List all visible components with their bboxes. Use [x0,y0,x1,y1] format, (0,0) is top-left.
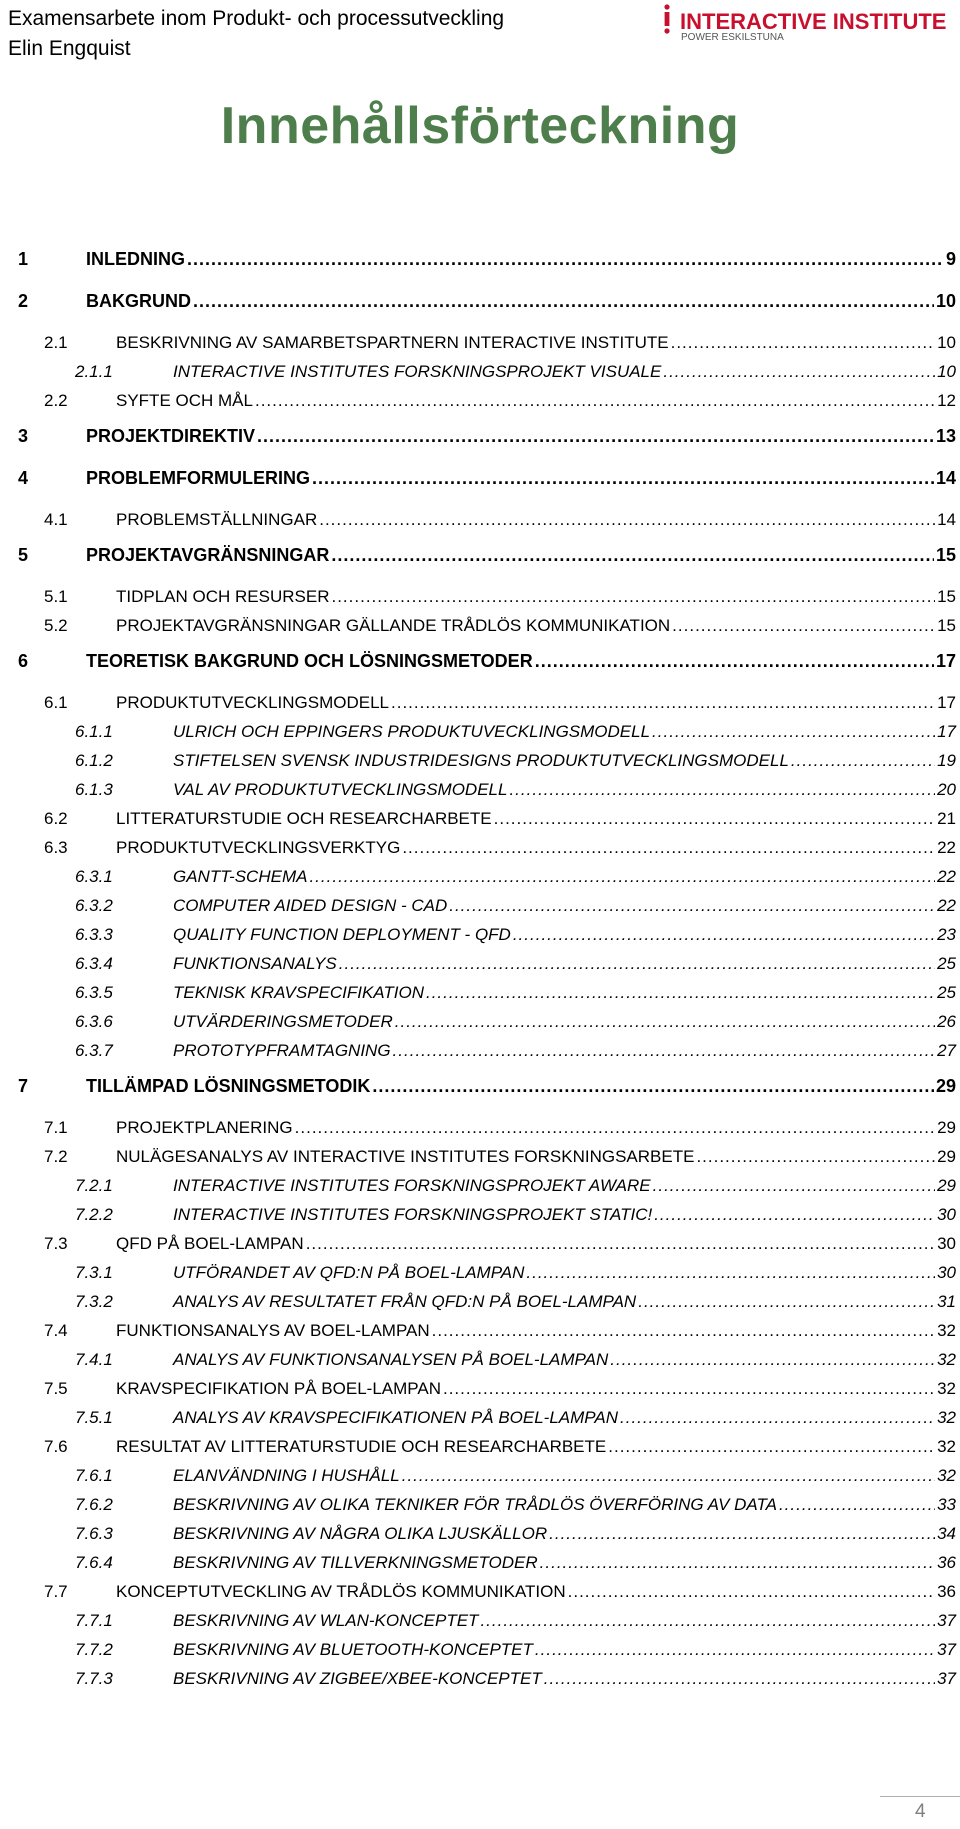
toc-dot-leader [526,1258,935,1287]
toc-entry-line [116,833,956,862]
toc-entry-number: 7.7 [44,1582,68,1601]
toc-dot-leader [513,920,935,949]
toc-dot-leader [652,717,935,746]
toc-entry-title: BESKRIVNING AV BLUETOOTH-KONCEPTET [173,1640,533,1659]
document-header [8,4,504,64]
toc-dot-leader [535,640,934,682]
toc-entry-title: PRODUKTUTVECKLINGSMODELL [116,693,389,712]
toc-entry-number: 6 [18,651,29,671]
toc-entry-page: 29 [937,1118,956,1137]
toc-entry-line [116,611,956,640]
toc-entry-line [173,717,956,746]
toc-entry[interactable] [18,1258,956,1287]
toc-dot-leader [393,1036,936,1065]
toc-entry-title: STIFTELSEN SVENSK INDUSTRIDESIGNS PRODUKTUTVECKLINGSMODELL [173,751,789,770]
logo-name: INTERACTIVE INSTITUTE [680,9,947,34]
toc-entry[interactable] [18,1007,956,1036]
toc-entry-page: 32 [937,1321,956,1340]
toc-dot-leader [494,804,935,833]
toc-entry-page: 15 [935,545,956,565]
toc-entry-page: 10 [937,362,956,381]
toc-dot-leader [426,978,935,1007]
toc-entry-number: 7.4 [44,1321,68,1340]
toc-entry[interactable] [18,717,956,746]
toc-entry-line [116,1432,956,1461]
toc-entry[interactable] [18,1036,956,1065]
toc-entry-page: 36 [937,1553,956,1572]
toc-entry-title: PROTOTYPFRAMTAGNING [173,1041,391,1060]
toc-entry-line [173,357,956,386]
toc-entry[interactable] [18,328,956,357]
toc-dot-leader [331,582,935,611]
toc-entry-page: 29 [937,1147,956,1166]
toc-entry-page: 32 [937,1437,956,1456]
toc-entry-line [116,1229,956,1258]
toc-entry-line [173,1036,956,1065]
toc-entry-page: 29 [935,1076,956,1096]
toc-entry-title: ELANVÄNDNING I HUSHÅLL [173,1466,400,1485]
toc-entry-page: 15 [937,616,956,635]
toc-entry-title: LITTERATURSTUDIE OCH RESEARCHARBETE [116,809,492,828]
toc-entry[interactable] [18,357,956,386]
toc-entry-title: BESKRIVNING AV OLIKA TEKNIKER FÖR TRÅDLÖS ÖVERFÖRING AV DATA [173,1495,777,1514]
toc-entry-line [173,920,956,949]
toc-entry-line [173,1519,956,1548]
toc-entry-page: 17 [937,693,956,712]
toc-dot-leader [608,1432,935,1461]
toc-entry[interactable] [18,775,956,804]
toc-entry[interactable] [18,415,956,457]
toc-dot-leader [443,1374,935,1403]
toc-entry[interactable] [18,1113,956,1142]
toc-entry[interactable] [18,1461,956,1490]
toc-entry-page: 30 [937,1205,956,1224]
toc-entry-title: ANALYS AV KRAVSPECIFIKATIONEN PÅ BOEL-LAMPAN [173,1408,618,1427]
toc-entry-title: BAKGRUND [86,291,191,311]
toc-entry[interactable] [18,1635,956,1664]
toc-entry-number: 5.2 [44,616,68,635]
toc-entry-number: 2.1 [44,333,68,352]
toc-entry-page: 37 [937,1640,956,1659]
toc-entry[interactable] [18,1316,956,1345]
toc-entry-title: ANALYS AV RESULTATET FRÅN QFD:N PÅ BOEL-LAMPAN [173,1292,637,1311]
toc-entry-title: KONCEPTUTVECKLING AV TRÅDLÖS KOMMUNIKATION [116,1582,566,1601]
toc-entry-number: 6.3 [44,838,68,857]
toc-entry-line [173,1345,956,1374]
toc-entry[interactable] [18,280,956,322]
toc-entry[interactable] [18,1287,956,1316]
toc-dot-leader [395,1007,935,1036]
toc-entry-page: 25 [937,954,956,973]
toc-entry-line [173,1606,956,1635]
toc-entry-title: PROJEKTPLANERING [116,1118,293,1137]
toc-entry-title: GANTT-SCHEMA [173,867,308,886]
logo-graphic [662,4,952,42]
toc-entry-line [173,1287,956,1316]
toc-dot-leader [654,1200,935,1229]
toc-entry-page: 12 [937,391,956,410]
toc-entry-number: 7.6 [44,1437,68,1456]
toc-entry-page: 14 [937,510,956,529]
toc-entry-title: BESKRIVNING AV ZIGBEE/XBEE-KONCEPTET [173,1669,542,1688]
toc-entry-line [173,1548,956,1577]
toc-dot-leader [568,1577,935,1606]
toc-dot-leader [535,1635,935,1664]
toc-entry-number: 6.3.1 [75,867,113,886]
toc-entry-title: FUNKTIONSANALYS AV BOEL-LAMPAN [116,1321,430,1340]
toc-entry-line [173,1635,956,1664]
toc-dot-leader [257,415,934,457]
toc-entry-line [173,1461,956,1490]
toc-entry-line [116,386,956,415]
toc-entry-title: TIDPLAN OCH RESURSER [116,587,330,606]
toc-entry[interactable] [18,1200,956,1229]
toc-dot-leader [402,833,935,862]
toc-entry-title: PROJEKTDIREKTIV [86,426,256,446]
toc-entry-number: 7.6.1 [75,1466,113,1485]
toc-dot-leader [193,280,934,322]
toc-dot-leader [620,1403,935,1432]
toc-entry-page: 32 [937,1466,956,1485]
toc-entry[interactable] [18,1403,956,1432]
toc-entry-title: SYFTE OCH MÅL [116,391,253,410]
toc-entry-number: 7.3 [44,1234,68,1253]
toc-dot-leader [331,534,934,576]
toc-entry-line [173,891,956,920]
toc-entry-line [86,415,956,457]
page-title: Innehållsförteckning [220,97,740,155]
toc-entry-page: 20 [937,780,956,799]
toc-entry-number: 5 [18,545,29,565]
toc-entry[interactable] [18,1577,956,1606]
toc-dot-leader [610,1345,935,1374]
toc-entry[interactable] [18,1142,956,1171]
toc-entry-page: 15 [937,587,956,606]
toc-entry-number: 7.6.2 [75,1495,113,1514]
toc-entry-number: 7.2 [44,1147,68,1166]
toc-dot-leader [638,1287,935,1316]
toc-entry-title: VAL AV PRODUKTUTVECKLINGSMODELL [173,780,508,799]
toc-entry-number: 6.1.1 [75,722,113,741]
logo-subtitle: POWER ESKILSTUNA [681,32,784,42]
toc-entry-page: 32 [937,1379,956,1398]
toc-entry-title: UTVÄRDERINGSMETODER [173,1012,393,1031]
toc-entry-number: 6.3.5 [75,983,113,1002]
toc-entry[interactable] [18,1432,956,1461]
toc-entry-title: PROJEKTAVGRÄNSNINGAR GÄLLANDE TRÅDLÖS KOMMUNIKATION [116,616,671,635]
toc-entry-line [116,688,956,717]
toc-entry[interactable] [18,534,956,576]
toc-entry-number: 4 [18,468,29,488]
toc-entry-number: 6.2 [44,809,68,828]
toc-entry-line [173,1664,956,1693]
toc-entry[interactable] [18,978,956,1007]
toc-entry-number: 6.3.4 [75,954,113,973]
toc-entry-title: TEKNISK KRAVSPECIFIKATION [173,983,424,1002]
toc-entry[interactable] [18,746,956,775]
toc-entry[interactable] [18,1229,956,1258]
toc-entry-line [116,582,956,611]
toc-entry[interactable] [18,505,956,534]
toc-dot-leader [312,457,934,499]
toc-entry[interactable] [18,582,956,611]
toc-entry-page: 22 [937,867,956,886]
toc-entry-number: 6.3.7 [75,1041,113,1060]
toc-entry[interactable] [18,804,956,833]
toc-entry-number: 7.1 [44,1118,68,1137]
toc-entry-line [86,457,956,499]
toc-entry[interactable] [18,688,956,717]
toc-entry-title: ULRICH OCH EPPINGERS PRODUKTUVECKLINGSMODELL [173,722,651,741]
toc-entry-line [116,1374,956,1403]
toc-entry-line [173,949,956,978]
toc-dot-leader [480,1606,935,1635]
toc-entry-page: 26 [937,1012,956,1031]
header-course-title: Examensarbete inom Produkt- och processutveckling [8,7,505,30]
toc-entry[interactable] [18,640,956,682]
toc-entry-number: 7.6.4 [75,1553,113,1572]
toc-entry-line [173,1258,956,1287]
toc-entry[interactable] [18,386,956,415]
toc-dot-leader [255,386,935,415]
toc-entry-page: 13 [935,426,956,446]
toc-entry-number: 7.3.2 [75,1292,113,1311]
toc-dot-leader [319,505,935,534]
toc-entry-page: 32 [937,1350,956,1369]
toc-dot-leader [432,1316,935,1345]
toc-dot-leader [663,357,935,386]
toc-dot-leader [549,1519,935,1548]
toc-entry[interactable] [18,1065,956,1107]
toc-entry-line [173,1007,956,1036]
toc-entry-line [173,862,956,891]
table-of-contents [18,238,956,1693]
toc-entry[interactable] [18,238,956,280]
toc-entry-line [173,775,956,804]
toc-entry-title: QFD PÅ BOEL-LAMPAN [116,1234,304,1253]
toc-entry-title: RESULTAT AV LITTERATURSTUDIE OCH RESEARCHARBETE [116,1437,607,1456]
toc-entry-number: 7.7.2 [75,1640,113,1659]
toc-entry-number: 1 [18,249,29,269]
toc-entry-line [173,1200,956,1229]
toc-entry-number: 2.2 [44,391,68,410]
toc-entry-line [116,1113,956,1142]
toc-entry-title: NULÄGESANALYS AV INTERACTIVE INSTITUTES FORSKNINGSARBETE [116,1147,695,1166]
toc-entry-page: 10 [935,291,956,311]
toc-entry-line [173,746,956,775]
toc-entry-title: COMPUTER AIDED DESIGN - CAD [173,896,448,915]
toc-entry-page: 31 [937,1292,956,1311]
toc-entry-title: PRODUKTUTVECKLINGSVERKTYG [116,838,401,857]
toc-entry-title: INTERACTIVE INSTITUTES FORSKNINGSPROJEKT VISUALE [173,362,662,381]
toc-entry-number: 4.1 [44,510,68,529]
toc-entry-line [116,1577,956,1606]
toc-entry-page: 22 [937,896,956,915]
toc-dot-leader [509,775,935,804]
toc-dot-leader [540,1548,935,1577]
toc-dot-leader [339,949,935,978]
toc-entry-page: 14 [935,468,956,488]
toc-entry-page: 33 [937,1495,956,1514]
toc-entry-number: 7.5.1 [75,1408,113,1427]
toc-entry-number: 7.2.2 [75,1205,113,1224]
toc-dot-leader [449,891,935,920]
toc-dot-leader [779,1490,935,1519]
toc-entry-number: 6.1.2 [75,751,113,770]
toc-entry-title: UTFÖRANDET AV QFD:N PÅ BOEL-LAMPAN [173,1263,525,1282]
toc-entry-page: 30 [937,1263,956,1282]
toc-entry-page: 32 [937,1408,956,1427]
toc-dot-leader [653,1171,935,1200]
toc-entry-title: ANALYS AV FUNKTIONSANALYSEN PÅ BOEL-LAMPAN [173,1350,609,1369]
toc-entry[interactable] [18,862,956,891]
toc-entry-number: 5.1 [44,587,68,606]
toc-entry[interactable] [18,1519,956,1548]
toc-entry-title: PROBLEMSTÄLLNINGAR [116,510,318,529]
toc-entry[interactable] [18,1171,956,1200]
toc-entry[interactable] [18,891,956,920]
toc-entry-line [116,328,956,357]
toc-entry-page: 17 [935,651,956,671]
toc-dot-leader [295,1113,935,1142]
toc-entry-title: INTERACTIVE INSTITUTES FORSKNINGSPROJEKT AWARE [173,1176,651,1195]
toc-entry[interactable] [18,1345,956,1374]
toc-entry-line [173,978,956,1007]
toc-entry-number: 7.7.3 [75,1669,113,1688]
toc-entry-page: 9 [945,249,956,269]
toc-dot-leader [544,1664,935,1693]
toc-dot-leader [372,1065,934,1107]
toc-entry-title: PROJEKTAVGRÄNSNINGAR [86,545,330,565]
toc-entry-line [86,238,956,280]
toc-entry[interactable] [18,833,956,862]
toc-dot-leader [187,238,944,280]
toc-entry[interactable] [18,1664,956,1693]
toc-entry-page: 30 [937,1234,956,1253]
toc-entry[interactable] [18,949,956,978]
toc-entry-page: 29 [937,1176,956,1195]
toc-entry-number: 7.5 [44,1379,68,1398]
toc-entry-number: 6.3.6 [75,1012,113,1031]
toc-entry-line [86,640,956,682]
toc-dot-leader [791,746,935,775]
toc-dot-leader [672,611,935,640]
toc-entry[interactable] [18,1606,956,1635]
toc-entry-line [116,1316,956,1345]
toc-entry-page: 25 [937,983,956,1002]
toc-dot-leader [402,1461,935,1490]
toc-entry-line [86,280,956,322]
toc-entry-page: 19 [937,751,956,770]
toc-entry-page: 34 [937,1524,956,1543]
toc-entry-line [86,1065,956,1107]
toc-dot-leader [696,1142,935,1171]
toc-entry-title: BESKRIVNING AV WLAN-KONCEPTET [173,1611,479,1630]
toc-entry-number: 7.3.1 [75,1263,113,1282]
toc-entry-title: INTERACTIVE INSTITUTES FORSKNINGSPROJEKT STATIC! [173,1205,653,1224]
toc-entry-number: 6.1.3 [75,780,113,799]
interactive-institute-logo [662,4,952,42]
toc-entry-line [116,804,956,833]
toc-entry[interactable] [18,457,956,499]
toc-entry-number: 7.6.3 [75,1524,113,1543]
toc-entry[interactable] [18,1490,956,1519]
toc-entry[interactable] [18,1548,956,1577]
toc-entry-title: FUNKTIONSANALYS [173,954,337,973]
toc-entry[interactable] [18,611,956,640]
toc-entry-number: 7.4.1 [75,1350,113,1369]
toc-entry-page: 23 [937,925,956,944]
toc-entry-title: QUALITY FUNCTION DEPLOYMENT - QFD [173,925,511,944]
toc-entry-title: BESKRIVNING AV TILLVERKNINGSMETODER [173,1553,538,1572]
toc-entry-number: 6.3.2 [75,896,113,915]
toc-entry-title: TEORETISK BAKGRUND OCH LÖSNINGSMETODER [86,651,533,671]
toc-entry-page: 10 [937,333,956,352]
toc-entry-number: 2 [18,291,29,311]
toc-entry-page: 22 [937,838,956,857]
toc-dot-leader [671,328,935,357]
toc-entry[interactable] [18,1374,956,1403]
header-author: Elin Engquist [8,37,131,60]
toc-entry-page: 36 [937,1582,956,1601]
toc-entry-number: 6.1 [44,693,68,712]
toc-entry-line [173,1403,956,1432]
toc-entry-page: 27 [937,1041,956,1060]
toc-entry-number: 3 [18,426,29,446]
toc-entry-page: 21 [937,809,956,828]
toc-entry-line [116,1142,956,1171]
toc-entry-number: 7.2.1 [75,1176,113,1195]
toc-entry-page: 17 [937,722,956,741]
toc-entry-line [173,1171,956,1200]
toc-entry-line [86,534,956,576]
toc-entry-line [116,505,956,534]
page-number: 4 [915,1801,926,1822]
toc-entry-title: INLEDNING [86,249,185,269]
footer-divider [880,1796,960,1797]
toc-entry-number: 7.7.1 [75,1611,113,1630]
toc-entry-number: 2.1.1 [75,362,113,381]
toc-entry[interactable] [18,920,956,949]
logo-dots-icon [664,4,669,33]
toc-entry-title: KRAVSPECIFIKATION PÅ BOEL-LAMPAN [116,1379,441,1398]
toc-entry-page: 37 [937,1611,956,1630]
toc-entry-number: 7 [18,1076,29,1096]
toc-dot-leader [306,1229,935,1258]
toc-entry-title: BESKRIVNING AV NÅGRA OLIKA LJUSKÄLLOR [173,1524,548,1543]
toc-entry-page: 37 [937,1669,956,1688]
toc-entry-number: 6.3.3 [75,925,113,944]
toc-dot-leader [391,688,935,717]
toc-entry-title: BESKRIVNING AV SAMARBETSPARTNERN INTERACTIVE INSTITUTE [116,333,669,352]
toc-entry-title: PROBLEMFORMULERING [86,468,310,488]
toc-entry-title: TILLÄMPAD LÖSNINGSMETODIK [86,1076,371,1096]
toc-dot-leader [309,862,935,891]
toc-entry-line [173,1490,956,1519]
